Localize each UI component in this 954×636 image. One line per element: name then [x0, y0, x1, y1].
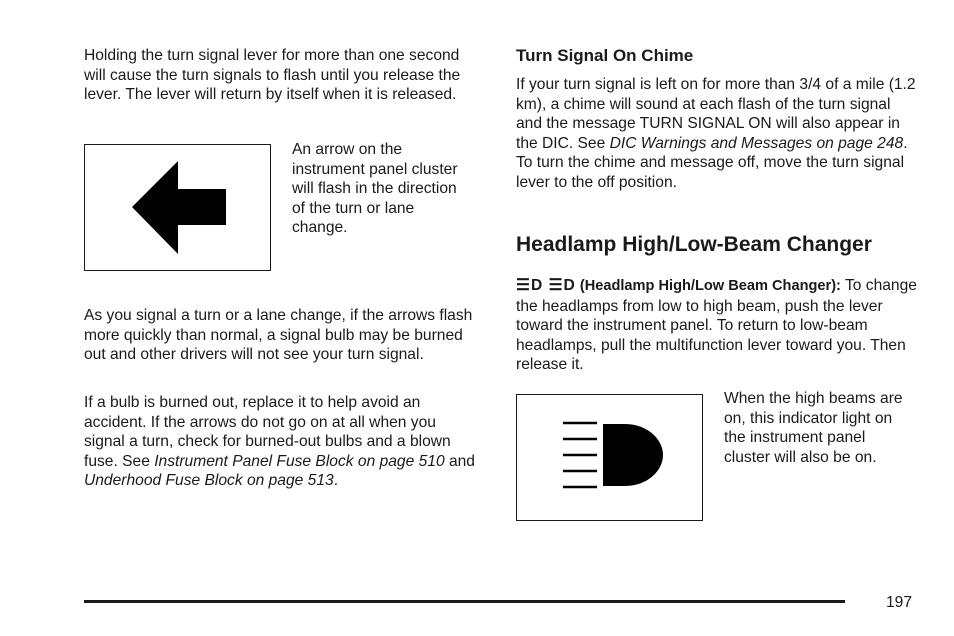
turn-signal-hold-paragraph: Holding the turn signal lever for more than one second will cause the turn signals to flash until you release the lever. The lever will return by itself when it is released. [84, 47, 461, 104]
left-arrow-icon [85, 145, 269, 269]
burned-out-bulb-paragraph [84, 393, 479, 491]
headlamp-heading: Headlamp High/Low-Beam Changer [516, 233, 872, 256]
dic-warnings-reference-link[interactable]: DIC Warnings and Messages on page 248 [609, 134, 904, 152]
conjunction-text: and [444, 452, 475, 470]
headlamp-label: (Headlamp High/Low Beam Changer): [579, 278, 841, 294]
arrow-caption: An arrow on the instrument panel cluster will flash in the direction of the turn or lane change. [292, 141, 458, 237]
burned-out-bulb-text: If a bulb is burned out, replace it to help avoid an accident. If the arrows do not go on at all when you signal a turn, check for burned-out bulbs and a blown fuse. See [84, 394, 451, 470]
high-beam-caption: When the high beams are on, this indicator light on the instrument panel cluster will also be on. [724, 390, 903, 466]
fuse-block-reference-link[interactable]: Instrument Panel Fuse Block on page 510 [154, 452, 445, 470]
footer-rule [84, 600, 845, 603]
chime-paragraph [516, 75, 920, 193]
page-number: 197 [886, 594, 913, 611]
signal-flash-paragraph: As you signal a turn or a lane change, if the arrows flash more quickly than normal, a signal bulb may be burned out and other drivers will not see your turn signal. [84, 307, 473, 364]
high-beam-figure [516, 394, 703, 521]
period-text: . [333, 472, 339, 490]
chime-end-text: . To turn the chime and message off, move the turn signal lever to the off position. [516, 134, 908, 191]
chime-text: If your turn signal is left on for more than 3/4 of a mile (1.2 km), a chime will sound at each flash of the turn signal and the message TURN SIGNAL ON will also appear in the DIC. See [516, 76, 916, 152]
high-beam-symbol-icon: ☰D ☰D [516, 277, 576, 294]
underhood-fuse-reference-link[interactable]: Underhood Fuse Block on page 513 [84, 472, 334, 490]
chime-heading: Turn Signal On Chime [516, 46, 694, 65]
headlamp-paragraph [516, 276, 920, 375]
high-beam-indicator-icon [517, 395, 701, 519]
headlamp-text: To change the headlamps from low to high beam, push the lever toward the instrument panel. To return to low-beam headlamps, pull the multifunction lever toward you. Then release it. [516, 277, 917, 374]
turn-arrow-figure [84, 144, 271, 271]
